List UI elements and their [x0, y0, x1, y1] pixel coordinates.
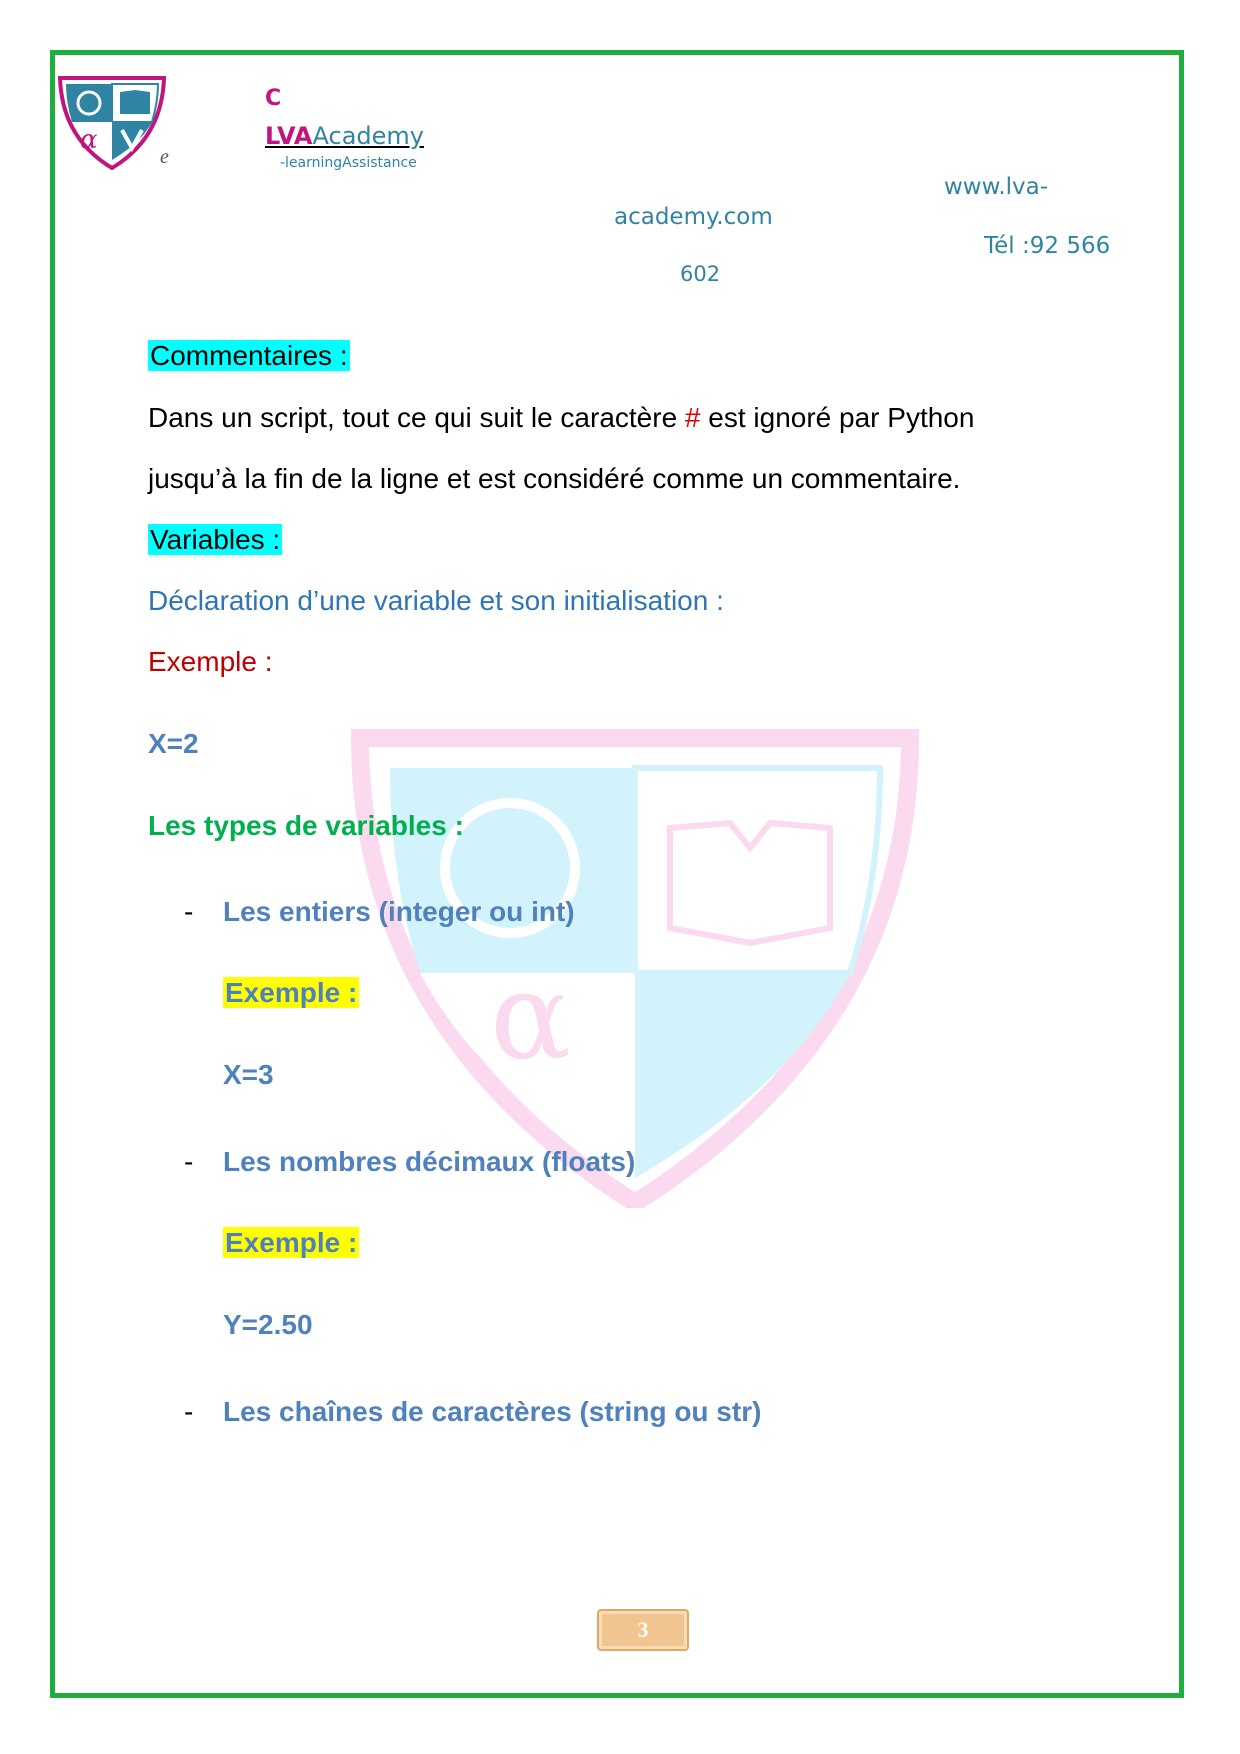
type-example-value: X=3	[223, 1059, 274, 1090]
comments-heading	[148, 340, 350, 372]
variables-heading-text: Variables :	[150, 524, 281, 555]
variables-heading	[148, 524, 282, 556]
svg-text:α: α	[80, 125, 98, 155]
list-bullet-dash: -	[184, 1396, 194, 1427]
type-example-label-text: Exemple :	[225, 977, 358, 1008]
academy-logo	[58, 76, 166, 170]
example-code: X=2	[148, 728, 199, 759]
example-label: Exemple :	[148, 646, 273, 677]
type-example-value: Y=2.50	[223, 1309, 313, 1340]
watermark-shield-logo	[350, 728, 920, 1208]
phone-line-1: Tél :92 566	[984, 233, 1111, 259]
list-bullet-dash: -	[184, 1146, 194, 1177]
brand-lva: LVA	[265, 122, 313, 150]
types-heading: Les types de variables :	[148, 810, 464, 841]
website-line-2[interactable]: academy.com	[614, 204, 773, 230]
comments-text-after: est ignoré par Python	[700, 402, 975, 433]
comments-paragraph-line2: jusqu’à la fin de la ligne et est considéré comme un commentaire.	[148, 463, 961, 494]
brand-name[interactable]	[265, 122, 424, 150]
comments-heading-text: Commentaires :	[150, 340, 348, 371]
svg-text:α: α	[490, 948, 572, 1087]
hash-character: #	[684, 402, 701, 433]
type-item-float: Les nombres décimaux (floats)	[223, 1146, 636, 1177]
brand-academy: Academy	[312, 122, 424, 150]
website-line-1[interactable]: www.lva-	[944, 174, 1049, 200]
page-number: 3	[597, 1609, 689, 1651]
type-example-label-text: Exemple :	[225, 1227, 358, 1258]
declaration-subheading: Déclaration d’une variable et son initialisation :	[148, 585, 724, 616]
type-item-integer: Les entiers (integer ou int)	[223, 896, 575, 927]
brand-mark-letter: C	[265, 86, 282, 111]
type-example-label	[223, 977, 359, 1009]
comments-text-before: Dans un script, tout ce qui suit le caractère	[148, 402, 685, 433]
comments-paragraph-line1	[148, 402, 974, 434]
brand-tagline: -learningAssistance	[280, 155, 417, 171]
type-item-string: Les chaînes de caractères (string ou str)	[223, 1396, 762, 1427]
type-example-label	[223, 1227, 359, 1259]
phone-line-2: 602	[680, 262, 721, 286]
list-bullet-dash: -	[184, 896, 194, 927]
logo-caption-letter: e	[160, 146, 169, 168]
